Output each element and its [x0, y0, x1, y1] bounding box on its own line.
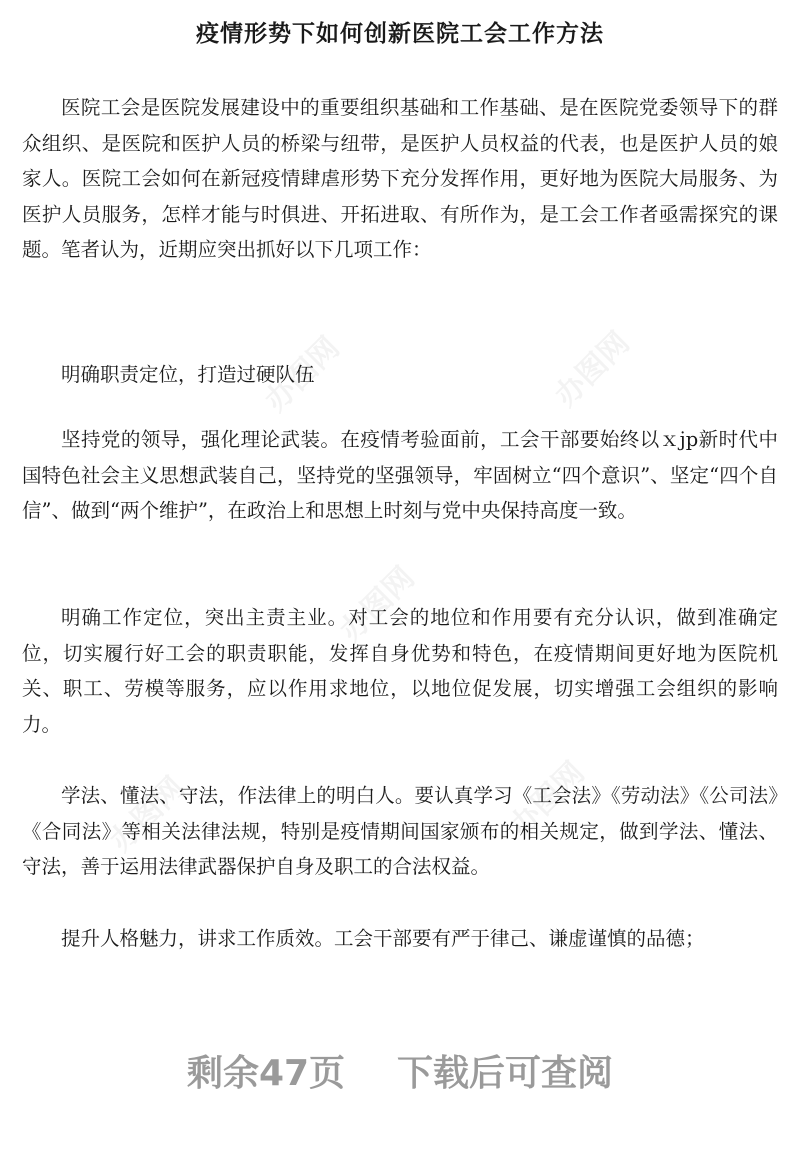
download-banner[interactable]: [0, 1045, 800, 1096]
paragraph-intro: 医院工会是医院发展建设中的重要组织基础和工作基础、是在医院党委领导下的群众组织、是医院和医护人员的桥梁与纽带，是医护人员权益的代表，也是医护人员的娘家人。医院工会如何在新冠疫情肆虐形势下充分发挥作用，更好地为医院大局服务、为医护人员服务，怎样才能与时俱进、开拓进取、有所作为，是工会工作者亟需探究的课题。笔者认为，近期应突出抓好以下几项工作：: [22, 96, 778, 262]
watermark: 办图网: [333, 560, 422, 649]
document-title: 疫情形势下如何创新医院工会工作方法: [196, 21, 604, 48]
watermark: 办图网: [103, 770, 192, 859]
watermark: 办图网: [503, 755, 592, 844]
paragraph-work-positioning: 明确工作定位，突出主责主业。对工会的地位和作用要有充分认识，做到准确定位，切实履行好工会的职责职能，发挥自身优势和特色，在疫情期间更好地为医院机关、职工、劳模等服务，应以作用求地位，以地位促发展，切实增强工会组织的影响力。: [22, 606, 778, 736]
paragraph-personal-charm: 提升人格魅力，讲求工作质效。工会干部要有严于律己、谦虚谨慎的品德；: [61, 927, 705, 950]
remaining-pages-label: 剩余47页: [186, 1053, 346, 1094]
download-prompt-label[interactable]: 下载后可查阅: [397, 1053, 614, 1094]
watermark: 办图网: [548, 325, 637, 414]
paragraph-party-leadership: 坚持党的领导，强化理论武装。在疫情考验面前，工会干部要始终以ｘjp新时代中国特色社会主义思想武装自己，坚持党的坚强领导，牢固树立“四个意识”、坚定“四个自信”、做到“两个维护”，在政治上和思想上时刻与党中央保持高度一致。: [22, 428, 778, 523]
watermark: 办图网: [258, 330, 347, 419]
paragraph-law-study: 学法、懂法、守法，作法律上的明白人。要认真学习《工会法》《劳动法》《公司法》《合同法》等相关法律法规，特别是疫情期间国家颁布的相关规定，做到学法、懂法、守法，善于运用法律武器保护自身及职工的合法权益。: [22, 784, 778, 879]
section-heading: 明确职责定位，打造过硬队伍: [61, 363, 315, 386]
